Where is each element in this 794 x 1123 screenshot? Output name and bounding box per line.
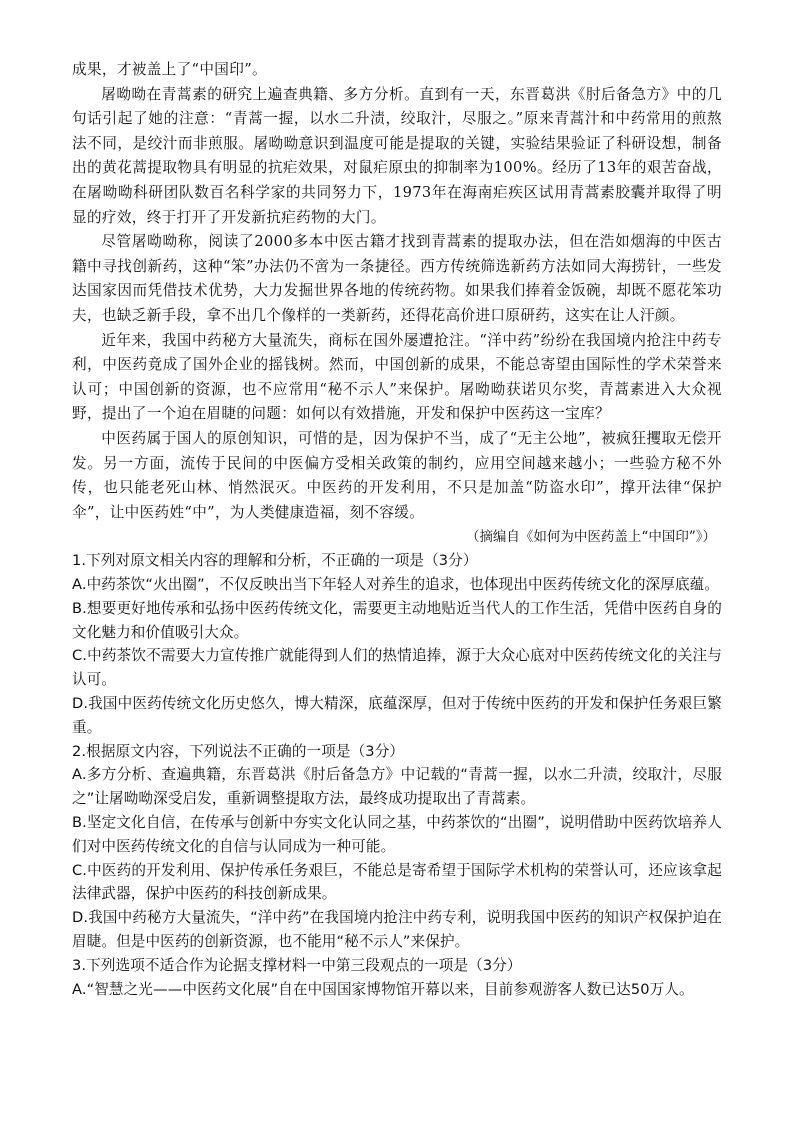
exam-page [72,0,722,1001]
option-c: C.中药茶饮不需要大力宣传推广就能得到人们的热情追捧，源于大众心底对中医药传统文化的关注与认可。 [72,647,722,689]
passage-paragraph: 屠呦呦在青蒿素的研究上遍查典籍、多方分析。直到有一天，东晋葛洪《肘后备急方》中的几句话引起了她的注意：“青蒿一握，以水二升渍，绞取汁，尽服之。”原来青蒿汁和中药常用的煎熬法不同，是绞汁而非煎服。屠呦呦意识到温度可能是提取的关键，实验结果验证了科研设想，制备出的黄花蒿提取物具有明显的抗疟效果，对鼠疟原虫的抑制率为100%。经历了13年的艰苦奋战，在屠呦呦科研团队数百名科学家的共同努力下，1973年在海南疟疾区试用青蒿素胶囊并取得了明显的疗效，终于打开了开发新抗疟药物的大门。 [72,85,722,226]
passage-paragraph: 中医药属于国人的原创知识，可惜的是，因为保护不当，成了“无主公地”，被疯狂攫取无偿开发。另一方面，流传于民间的中医偏方受相关政策的制约，应用空间越来越小；一些验方秘不外传，也只能老死山林、悄然泯灭。中医药的开发利用，不只是加盖“防盗水印”，撑开法律“保护伞”，让中医药姓“中”，为人类健康造福，刻不容缓。 [72,429,722,521]
question-3 [72,954,722,1002]
question-list [72,549,722,1001]
option-d: D.我国中医药传统文化历史悠久，博大精深，底蕴深厚，但对于传统中医药的开发和保护任务艰巨繁重。 [72,695,722,736]
question-2 [72,740,722,954]
option-b: B.想要更好地传承和弘扬中医药传统文化，需要更主动地贴近当代人的工作生活，凭借中医药自身的文化魅力和价值吸引大众。 [72,599,722,641]
passage-paragraph: 近年来，我国中药秘方大量流失，商标在国外屡遭抢注。“洋中药”纷纷在我国境内抢注中药专利，中医药竟成了国外企业的摇钱树。然而，中国创新的成果，不能总寄望由国际性的学术荣誉来认可；中国创新的资源，也不应常用“秘不示人”来保护。屠呦呦获诺贝尔奖，青蒿素进入大众视野，提出了一个迫在眉睫的问题：如何以有效措施，开发和保护中医药这一宝库？ [72,331,722,423]
passage-source: （摘编自《如何为中医药盖上“中国印”》） [465,529,716,546]
passage-paragraph: 成果，才被盖上了“中国印”。 [72,61,267,78]
option-c: C.中医药的开发利用、保护传承任务艰巨，不能总是寄希望于国际学术机构的荣誉认可，还应该拿起法律武器，保护中医药的科技创新成果。 [72,861,722,903]
passage-paragraph: 尽管屠呦呦称，阅读了2000多本中医古籍才找到青蒿素的提取办法，但在浩如烟海的中医古籍中寻找创新药，这种“笨”办法仍不啻为一条捷径。西方传统筛选新药方法如同大海捞针，一些发达国家因而凭借技术优势，大力发掘世界各地的传统药物。如果我们捧着金饭碗，却既不愿花笨功夫，也缺乏新手段，拿不出几个像样的一类新药，还得花高价进口原研药，这实在让人汗颜。 [72,233,722,324]
option-a: A.中药茶饮“火出圈”，不仅反映出当下年轻人对养生的追求，也体现出中医药传统文化的深厚底蕴。 [72,576,720,594]
option-d: D.我国中药秘方大量流失，“洋中药”在我国境内抢注中药专利，说明我国中医药的知识产权保护迫在眉睫。但是中医药的创新资源，也不能用“秘不示人”来保护。 [72,909,722,951]
question-stem: 3.下列选项不适合作为论据支撑材料一中第三段观点的一项是（3分） [72,956,522,974]
reading-passage [72,58,722,525]
option-a: A.“智慧之光——中医药文化展”自在中国国家博物馆开幕以来，目前参观游客人数已达50万人。 [72,980,694,998]
question-stem: 2.根据原文内容，下列说法不正确的一项是（3分） [72,742,405,760]
option-b: B.坚定文化自信，在传承与创新中夯实文化认同之基，中药茶饮的“出圈”，说明借助中医药饮培养人们对中医药传统文化的自信与认同成为一种可能。 [72,814,722,855]
question-stem: 1.下列对原文相关内容的理解和分析，不正确的一项是（3分） [72,552,478,570]
question-1 [72,549,722,739]
option-a: A.多方分析、查遍典籍，东晋葛洪《肘后备急方》中记载的“青蒿一握，以水二升渍，绞取汁，尽服之”让屠呦呦深受启发，重新调整提取方法，最终成功提取出了青蒿素。 [72,766,722,808]
